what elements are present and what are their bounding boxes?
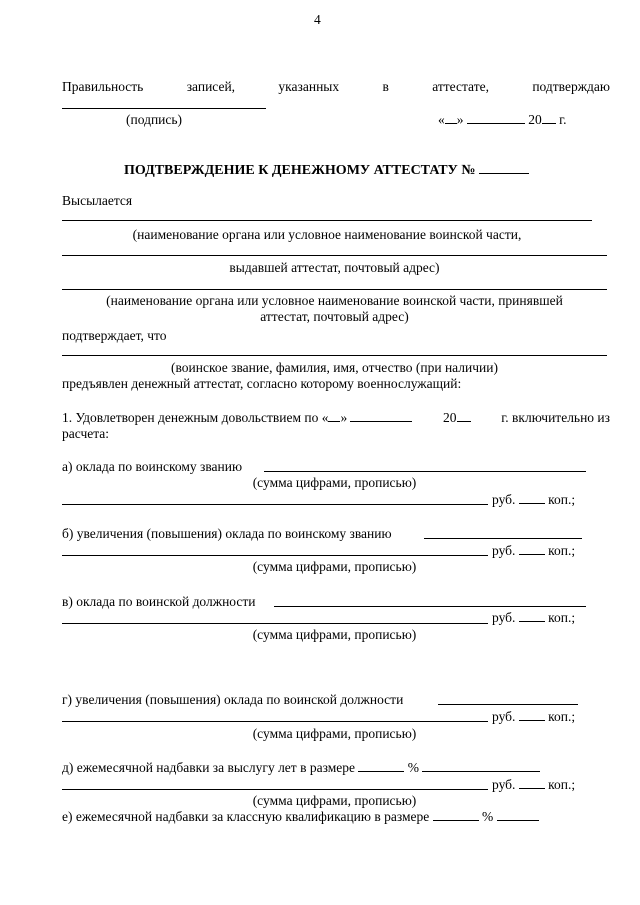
item-d-sum-line[interactable]	[62, 789, 488, 790]
document-title	[124, 162, 529, 178]
person-line[interactable]	[62, 355, 607, 356]
signature-caption: (подпись)	[126, 112, 183, 127]
item-d-label	[62, 760, 540, 775]
sender-hint-2: выдавшей аттестат, почтовый адрес)	[229, 260, 440, 275]
sender-line-2[interactable]	[62, 255, 607, 256]
receiver-line[interactable]	[62, 289, 607, 290]
item1-month-blank[interactable]	[350, 410, 412, 422]
kop-blank[interactable]	[519, 709, 545, 721]
attestat-number-blank[interactable]	[479, 162, 529, 174]
date-year: 20	[528, 112, 542, 127]
item-g-sum-hint: (сумма цифрами, прописью)	[252, 726, 417, 741]
date-month-blank[interactable]	[467, 112, 525, 124]
item1-line2: расчета:	[62, 426, 110, 441]
item-v-sum-line[interactable]	[62, 623, 488, 624]
item1-quote-close: »	[340, 410, 348, 425]
item-v-label: в) оклада по воинской должности	[62, 594, 256, 609]
confirm-statement	[62, 79, 610, 94]
date-quote-open: «	[438, 112, 445, 127]
item-e-line[interactable]	[497, 809, 539, 821]
rub-label: руб.	[492, 709, 516, 724]
item-b-sum-line[interactable]	[62, 555, 488, 556]
item1-year-blank[interactable]	[457, 410, 471, 422]
item-a-line[interactable]	[264, 471, 586, 472]
confirm-word: аттестате,	[432, 79, 489, 94]
kop-label: коп.;	[548, 709, 576, 724]
confirm-word: в	[382, 79, 389, 94]
item1-year: 20	[443, 410, 457, 425]
item1-prefix: 1. Удовлетворен денежным довольствием по «	[62, 410, 329, 425]
item-b-amount	[492, 543, 575, 558]
confirms-label: подтверждает, что	[62, 328, 167, 343]
item-a-amount	[492, 492, 575, 507]
item-e-percent-blank[interactable]	[433, 809, 479, 821]
confirm-word: указанных	[278, 79, 340, 94]
confirm-word: записей,	[186, 79, 236, 94]
item-b-sum-hint: (сумма цифрами, прописью)	[252, 559, 417, 574]
kop-label: коп.;	[548, 543, 576, 558]
item-b-label: б) увеличения (повышения) оклада по воинскому званию	[62, 526, 392, 541]
kop-label: коп.;	[548, 777, 576, 792]
item-g-line[interactable]	[438, 704, 578, 705]
kop-blank[interactable]	[519, 492, 545, 504]
item-d-sum-hint: (сумма цифрами, прописью)	[252, 793, 417, 808]
item-d-percent-blank[interactable]	[358, 760, 404, 772]
kop-blank[interactable]	[519, 610, 545, 622]
signature-date	[438, 112, 567, 127]
item-d-amount	[492, 777, 575, 792]
receiver-hint-2: аттестат, почтовый адрес)	[260, 309, 409, 324]
item-b-line[interactable]	[424, 538, 582, 539]
rub-label: руб.	[492, 492, 516, 507]
item-v-sum-hint: (сумма цифрами, прописью)	[252, 627, 417, 642]
item1-day-blank[interactable]	[328, 410, 340, 422]
sent-label: Высылается	[62, 193, 133, 208]
date-quote-close: »	[456, 112, 464, 127]
kop-label: коп.;	[548, 610, 576, 625]
item-a-sum-line[interactable]	[62, 504, 488, 505]
rub-label: руб.	[492, 543, 516, 558]
presented-text: предъявлен денежный аттестат, согласно которому военнослужащий:	[62, 376, 462, 391]
date-day-blank[interactable]	[445, 112, 457, 124]
kop-label: коп.;	[548, 492, 576, 507]
sender-hint-1: (наименование органа или условное наименование воинской части,	[132, 227, 522, 242]
confirm-word: подтверждаю	[532, 79, 610, 94]
page-number: 4	[314, 12, 321, 27]
rub-label: руб.	[492, 610, 516, 625]
percent-sign: %	[407, 760, 419, 775]
percent-sign: %	[482, 809, 494, 824]
item-v-line[interactable]	[274, 606, 586, 607]
item-v-amount	[492, 610, 575, 625]
title-text: ПОДТВЕРЖДЕНИЕ К ДЕНЕЖНОМУ АТТЕСТАТУ №	[124, 163, 476, 178]
item1-suffix: г. включительно из	[501, 410, 610, 425]
item-d-text: д) ежемесячной надбавки за выслугу лет в размере	[62, 760, 355, 775]
item-e-text: е) ежемесячной надбавки за классную квалификацию в размере	[62, 809, 430, 824]
item-g-sum-line[interactable]	[62, 721, 488, 722]
item-e-label	[62, 809, 539, 824]
item-a-label: а) оклада по воинскому званию	[62, 459, 243, 474]
item-a-sum-hint: (сумма цифрами, прописью)	[252, 475, 417, 490]
confirm-word: Правильность	[62, 79, 144, 94]
date-year-blank[interactable]	[542, 112, 556, 124]
item-d-line[interactable]	[422, 760, 540, 772]
receiver-hint-1: (наименование органа или условное наименование воинской части, принявшей	[106, 293, 563, 308]
kop-blank[interactable]	[519, 543, 545, 555]
item-g-amount	[492, 709, 575, 724]
signature-line[interactable]	[62, 108, 266, 109]
kop-blank[interactable]	[519, 777, 545, 789]
sender-line-1[interactable]	[62, 220, 592, 221]
item-g-label: г) увеличения (повышения) оклада по воинской должности	[62, 692, 404, 707]
rub-label: руб.	[492, 777, 516, 792]
person-hint: (воинское звание, фамилия, имя, отчество (при наличии)	[171, 360, 498, 375]
date-suffix: г.	[559, 112, 567, 127]
item1-line	[62, 410, 610, 425]
